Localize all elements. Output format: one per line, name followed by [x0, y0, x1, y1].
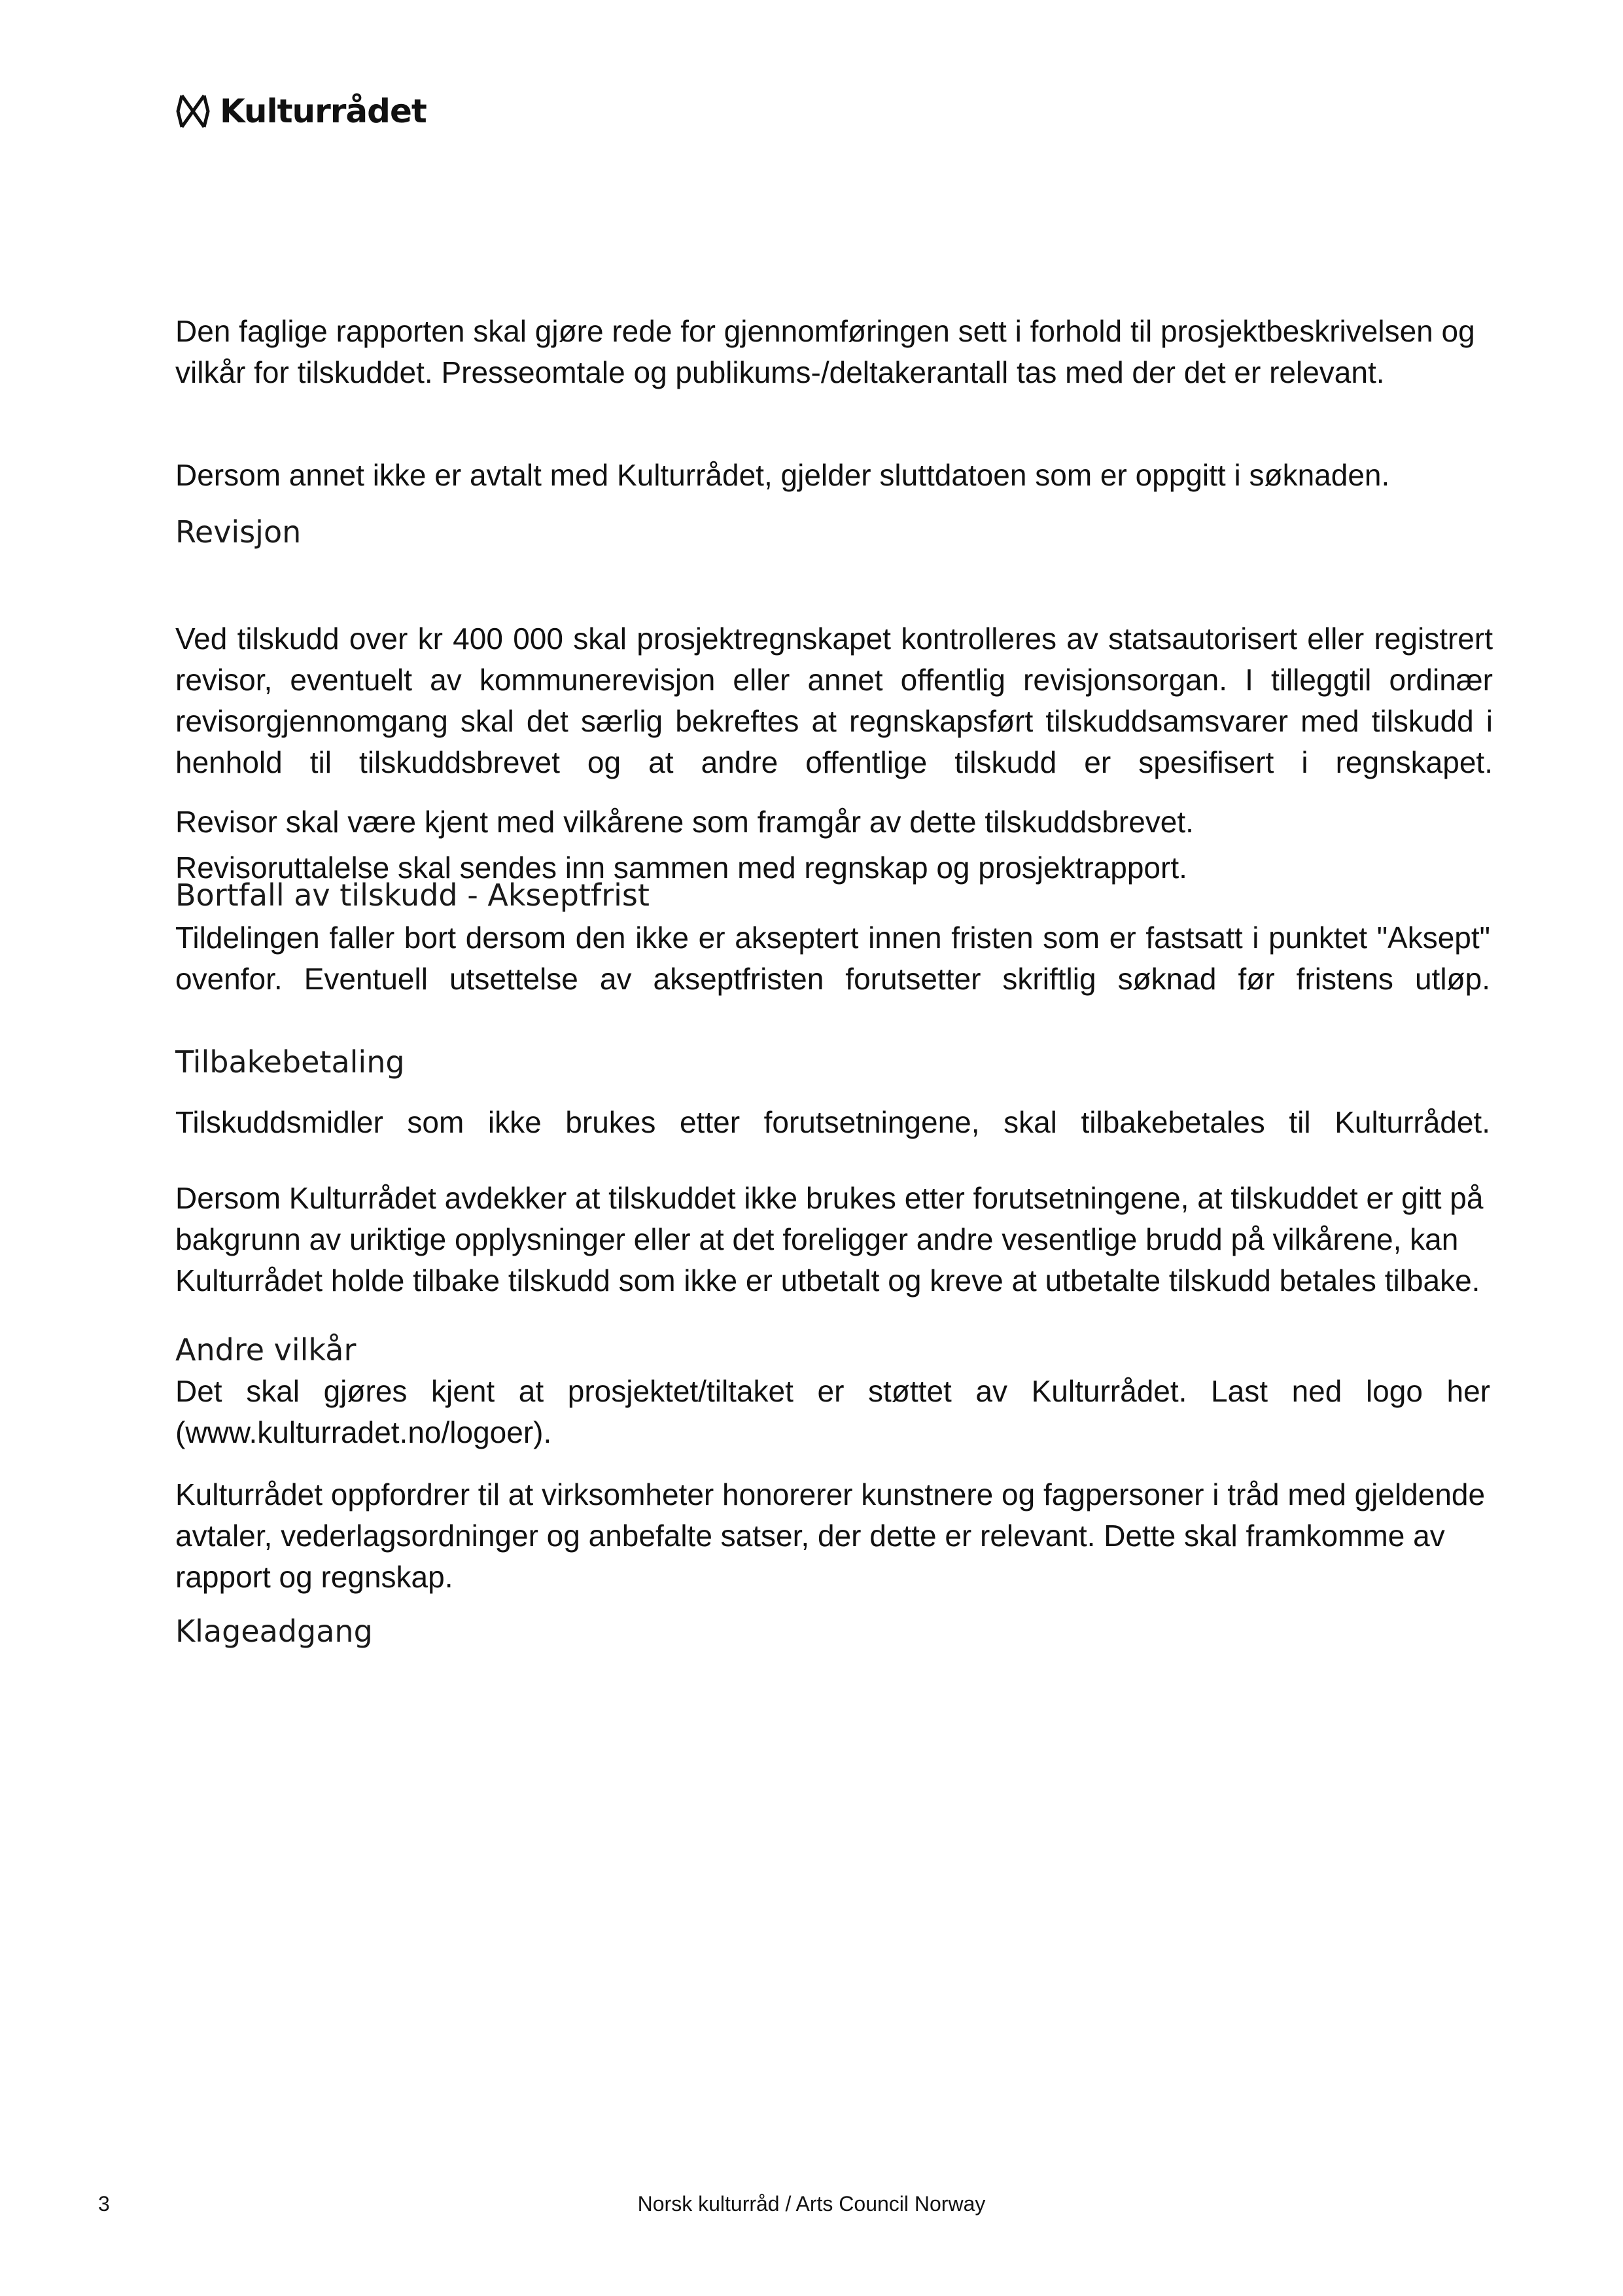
paragraph-revisjon: Ved tilskudd over kr 400 000 skal prosjektregnskapet kontrolleres av statsautorisert eller registrert revisor, eventuelt av kommunerevisjon eller annet offentlig revisjonsorgan. I tilleggtil ordinær revisorgjennomgang skal det særlig bekreftes at regnskapsført tilskuddsamsvarer med tilskudd i henhold til tilskuddsbrevet og at andre offentlige tilskudd er spesifisert i regnskapet.	[175, 622, 1493, 779]
paragraph-logo: Det skal gjøres kjent at prosjektet/tiltaket er støttet av Kulturrådet. Last ned logo her (www.kulturradet.no/logoer).	[175, 1374, 1490, 1449]
heading-bortfall: Bortfall av tilskudd - Akseptfrist	[175, 877, 650, 913]
paragraph-tilbakebetales: Tilskuddsmidler som ikke brukes etter forutsetningene, skal tilbakebetales til Kulturrådet.	[175, 1105, 1490, 1139]
paragraph-revisoruttalelse: Revisoruttalelse skal sendes inn sammen med regnskap og prosjektrapport.	[175, 851, 1187, 885]
heading-tilbakebetaling: Tilbakebetaling	[175, 1044, 405, 1080]
heading-revisjon: Revisjon	[175, 514, 302, 550]
heading-andre-vilkar: Andre vilkår	[175, 1332, 357, 1368]
footer-org: Norsk kulturråd / Arts Council Norway	[637, 2192, 986, 2216]
page-number: 3	[98, 2192, 110, 2216]
paragraph-sluttdato: Dersom annet ikke er avtalt med Kulturrådet, gjelder sluttdatoen som er oppgitt i søknaden.	[175, 458, 1390, 492]
paragraph-avdekker: Dersom Kulturrådet avdekker at tilskuddet ikke brukes etter forutsetningene, at tilskuddet er gitt på bakgrunn av uriktige opplysninger eller at det foreligger andre vesentlige brudd på vilkårene, kan Kulturrådet holde tilbake tilskudd som ikke er utbetalt og kreve at utbetalte tilskudd betales tilbake.	[175, 1181, 1484, 1298]
paragraph-faglig-rapport: Den faglige rapporten skal gjøre rede for gjennomføringen sett i forhold til prosjektbeskrivelsen og vilkår for tilskuddet. Presseomtale og publikums-/deltakerantall tas med der det er relevant.	[175, 314, 1475, 389]
kulturradet-mark-icon	[175, 92, 211, 131]
logo-text: Kulturrådet	[220, 92, 427, 130]
header-logo	[175, 92, 427, 131]
paragraph-bortfall: Tildelingen faller bort dersom den ikke er akseptert innen fristen som er fastsatt i punktet "Aksept" ovenfor. Eventuell utsettelse av akseptfristen forutsetter skriftlig søknad før fristens utløp.	[175, 921, 1490, 996]
paragraph-honorering: Kulturrådet oppfordrer til at virksomheter honorerer kunstnere og fagpersoner i tråd med gjeldende avtaler, vederlagsordninger og anbefalte satser, der dette er relevant. Dette skal framkomme av rapport og regnskap.	[175, 1477, 1486, 1594]
heading-klageadgang: Klageadgang	[175, 1614, 373, 1649]
paragraph-revisor-kjent: Revisor skal være kjent med vilkårene som framgår av dette tilskuddsbrevet.	[175, 805, 1194, 839]
